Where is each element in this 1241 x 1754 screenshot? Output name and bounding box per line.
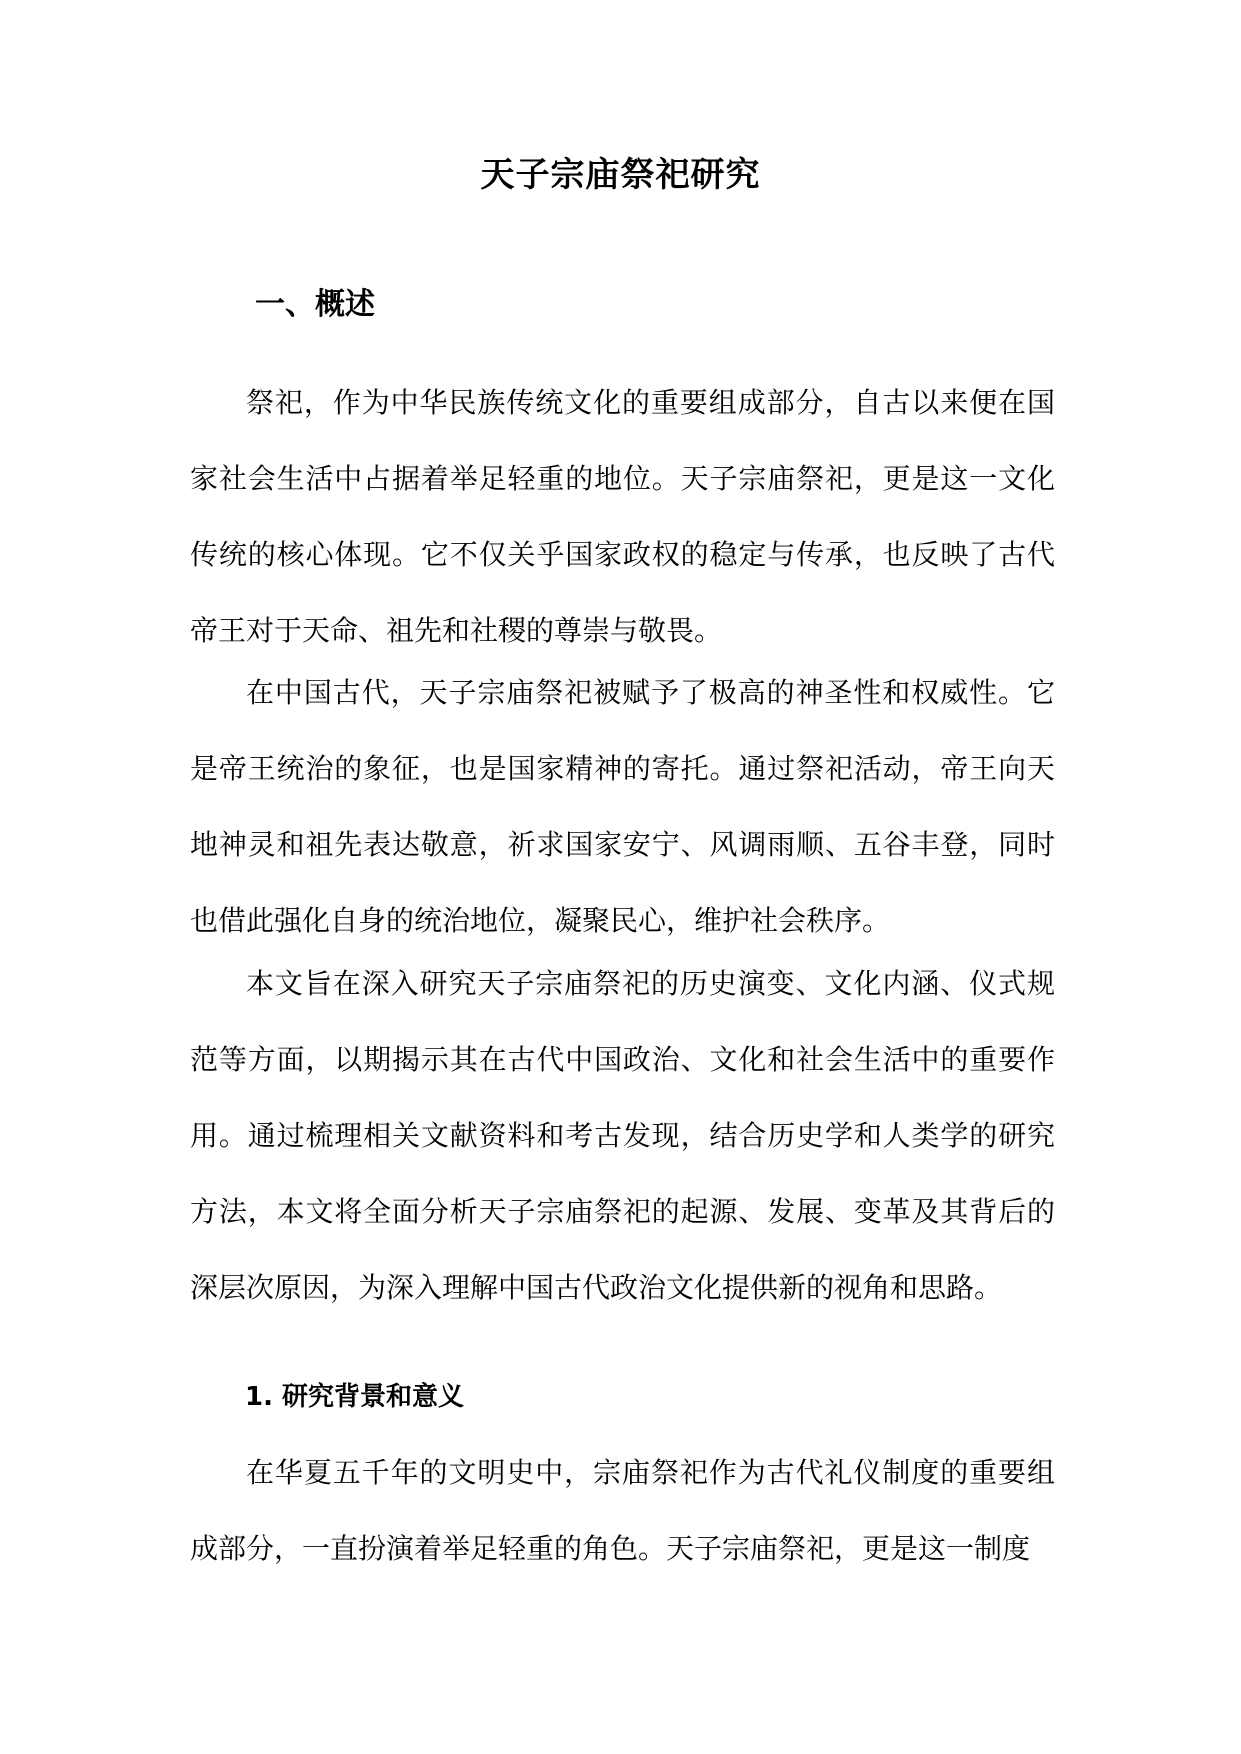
overview-paragraph-3: 本文旨在深入研究天子宗庙祭祀的历史演变、文化内涵、仪式规范等方面，以期揭示其在古代中国政治、文化和社会生活中的重要作用。通过梳理相关文献资料和考古发现，结合历史学和人类学的研究方法，本文将全面分析天子宗庙祭祀的起源、发展、变革及其背后的深层次原因，为深入理解中国古代政治文化提供新的视角和思路。 (190, 967, 1055, 1304)
subsection-heading-background: 1. 研究背景和意义 (245, 1382, 465, 1412)
background-paragraph-1: 在华夏五千年的文明史中，宗庙祭祀作为古代礼仪制度的重要组成部分，一直扮演着举足轻重的角色。天子宗庙祭祀，更是这一制度 (190, 1456, 1055, 1565)
section-heading-overview: 一、概述 (255, 287, 375, 322)
overview-paragraph-1: 祭祀，作为中华民族传统文化的重要组成部分，自古以来便在国家社会生活中占据着举足轻重的地位。天子宗庙祭祀，更是这一文化传统的核心体现。它不仅关乎国家政权的稳定与传承，也反映了古代帝王对于天命、祖先和社稷的尊崇与敬畏。 (190, 386, 1055, 647)
overview-paragraph-2: 在中国古代，天子宗庙祭祀被赋予了极高的神圣性和权威性。它是帝王统治的象征，也是国家精神的寄托。通过祭祀活动，帝王向天地神灵和祖先表达敬意，祈求国家安宁、风调雨顺、五谷丰登，同时也借此强化自身的统治地位，凝聚民心，维护社会秩序。 (190, 676, 1055, 937)
document-title: 天子宗庙祭祀研究 (480, 155, 761, 195)
